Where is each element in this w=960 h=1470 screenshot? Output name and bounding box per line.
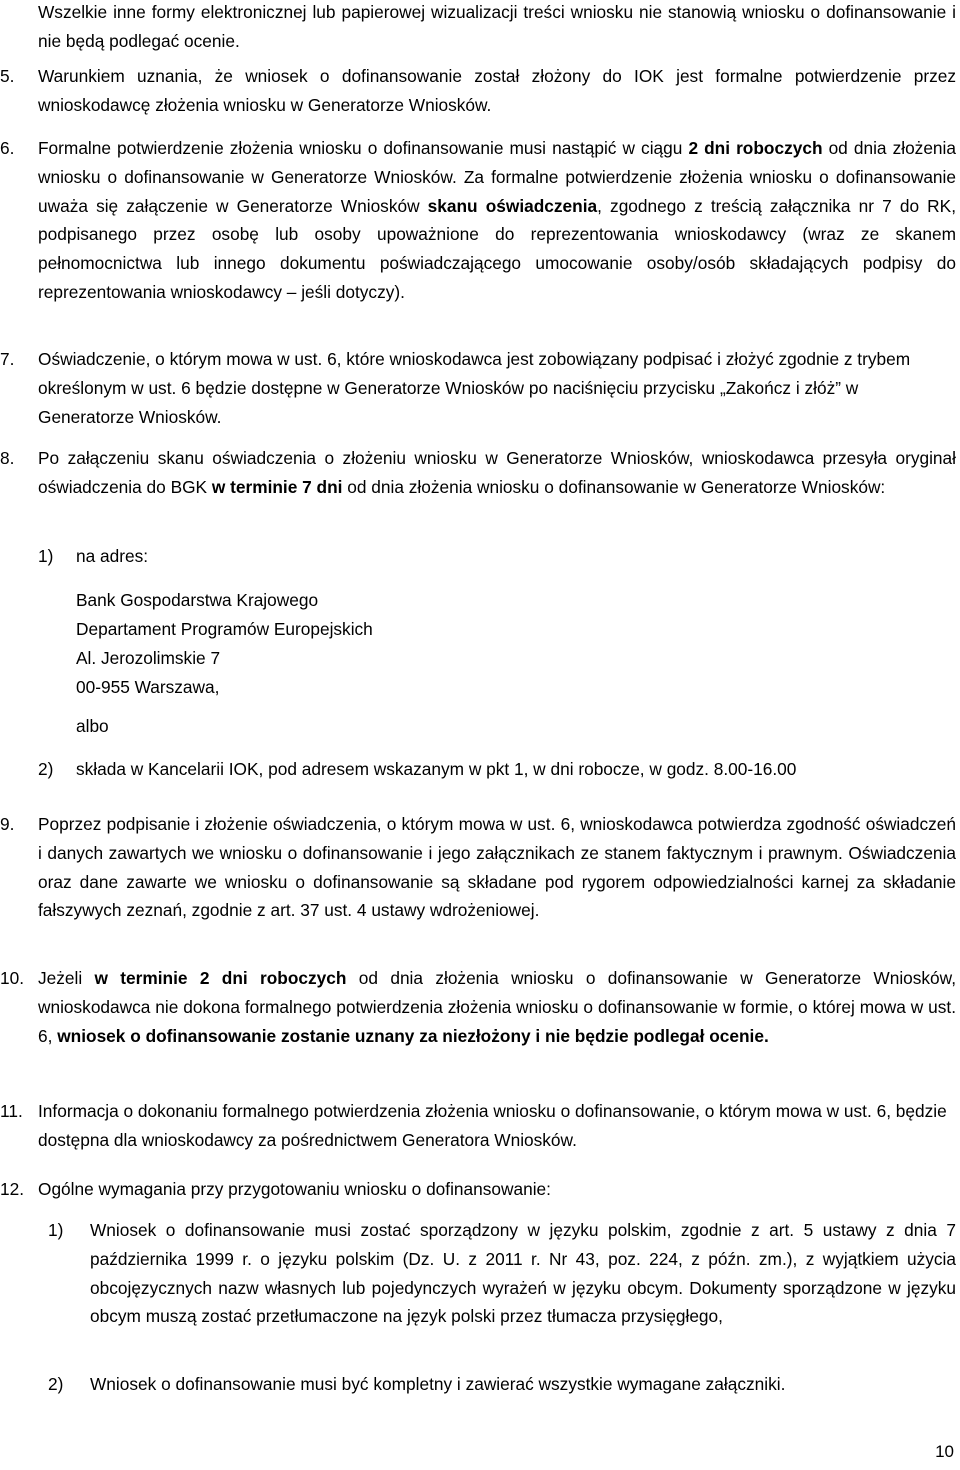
paragraph-12-sub1-number: 1)	[48, 1220, 64, 1240]
address-line: Bank Gospodarstwa Krajowego	[76, 590, 319, 610]
paragraph-12-sub2-number: 2)	[48, 1374, 64, 1394]
paragraph-7-number: 7.	[0, 349, 15, 369]
paragraph-5-number: 5.	[0, 66, 15, 86]
page-number: 10	[935, 1442, 954, 1461]
paragraph-11	[0, 1097, 956, 1155]
address-line: Departament Programów Europejskich	[76, 619, 373, 639]
paragraph-9-text: Poprzez podpisanie i złożenie oświadczenia, o którym mowa w ust. 6, wnioskodawca potwierdza zgodność oświadczeń i danych zawartych we wniosku o dofinansowanie i jego załącznikach ze stanem faktycznym i prawnym. Oświadczenia oraz dane zawarte we wniosku o dofinansowanie są składane pod rygorem odpowiedzialności karnej za składanie fałszywych zeznań, zgodnie z art. 37 ust. 4 ustawy wdrożeniowej.	[38, 814, 956, 921]
paragraph-8-sub1-text: na adres:	[76, 546, 149, 566]
intro-paragraph: Wszelkie inne formy elektronicznej lub papierowej wizualizacji treści wniosku nie stanowią wniosku o dofinansowanie i nie będą podlegać ocenie.	[38, 2, 956, 51]
paragraph-8-sub1-number: 1)	[38, 546, 54, 566]
paragraph-11-number: 11.	[0, 1101, 23, 1121]
albo-text: albo	[76, 716, 109, 736]
paragraph-10	[0, 964, 956, 1050]
address-line: Al. Jerozolimskie 7	[76, 648, 221, 668]
paragraph-11-text: Informacja o dokonaniu formalnego potwierdzenia złożenia wniosku o dofinansowanie, o którym mowa w ust. 6, będzie dostępna dla wnioskodawcy za pośrednictwem Generatora Wniosków.	[38, 1101, 947, 1150]
paragraph-9-number: 9.	[0, 814, 15, 834]
paragraph-12-text: Ogólne wymagania przy przygotowaniu wniosku o dofinansowanie:	[38, 1179, 551, 1199]
paragraph-8-text: Po załączeniu skanu oświadczenia o złożeniu wniosku w Generatorze Wniosków, wnioskodawca przesyła oryginał oświadczenia do BGK w terminie 7 dni od dnia złożenia wniosku o dofinansowanie w Generatorze Wniosków:	[38, 448, 956, 497]
paragraph-7	[0, 345, 956, 431]
paragraph-12	[0, 1175, 956, 1204]
paragraph-8-sub2-number: 2)	[38, 759, 54, 779]
paragraph-12-sub1-text: Wniosek o dofinansowanie musi zostać sporządzony w języku polskim, zgodnie z art. 5 ustawy z dnia 7 października 1999 r. o języku polskim (Dz. U. z 2011 r. Nr 43, poz. 224, z późn. zm.), z wyjątkiem użycia obcojęzycznych nazw własnych lub pojedynczych wyrażeń w języku obcym. Dokumenty sporządzone w języku obcym muszą zostać przetłumaczone na język polski przez tłumacza przysięgłego,	[90, 1220, 956, 1327]
paragraph-9	[0, 810, 956, 925]
paragraph-12-sub2-text: Wniosek o dofinansowanie musi być kompletny i zawierać wszystkie wymagane załączniki.	[90, 1374, 786, 1394]
paragraph-10-text: Jeżeli w terminie 2 dni roboczych od dnia złożenia wniosku o dofinansowanie w Generatorze Wniosków, wnioskodawca nie dokona formalnego potwierdzenia złożenia wniosku o dofinansowanie w formie, o której mowa w ust. 6, wniosek o dofinansowanie zostanie uznany za niezłożony i nie będzie podlegał ocenie.	[38, 968, 956, 1046]
paragraph-5-text: Warunkiem uznania, że wniosek o dofinansowanie został złożony do IOK jest formalne potwierdzenie przez wnioskodawcę złożenia wniosku w Generatorze Wniosków.	[38, 66, 956, 115]
paragraph-6-number: 6.	[0, 138, 15, 158]
paragraph-8-sub2-text: składa w Kancelarii IOK, pod adresem wskazanym w pkt 1, w dni robocze, w godz. 8.00-16.00	[76, 759, 797, 779]
paragraph-12-number: 12.	[0, 1179, 25, 1199]
paragraph-6	[0, 134, 956, 307]
paragraph-10-number: 10.	[0, 968, 25, 988]
paragraph-5	[0, 62, 956, 120]
paragraph-7-text: Oświadczenie, o którym mowa w ust. 6, które wnioskodawca jest zobowiązany podpisać i złożyć zgodnie z trybem określonym w ust. 6 będzie dostępne w Generatorze Wniosków po naciśnięciu przycisku „Zakończ i złóż” w Generatorze Wniosków.	[38, 349, 911, 427]
paragraph-8	[0, 444, 956, 502]
address-line: 00-955 Warszawa,	[76, 677, 220, 697]
paragraph-8-number: 8.	[0, 448, 15, 468]
paragraph-6-text: Formalne potwierdzenie złożenia wniosku o dofinansowanie musi nastąpić w ciągu 2 dni roboczych od dnia złożenia wniosku o dofinansowanie w Generatorze Wniosków. Za formalne potwierdzenie złożenia wniosku o dofinansowanie uważa się załączenie w Generatorze Wniosków skanu oświadczenia, zgodnego z treścią załącznika nr 7 do RK, podpisanego przez osobę lub osoby upoważnione do reprezentowania wnioskodawcy (wraz ze skanem pełnomocnictwa lub innego dokumentu poświadczającego umocowanie osoby/osób składających podpisy do reprezentowania wnioskodawcy – jeśli dotyczy).	[38, 138, 956, 302]
